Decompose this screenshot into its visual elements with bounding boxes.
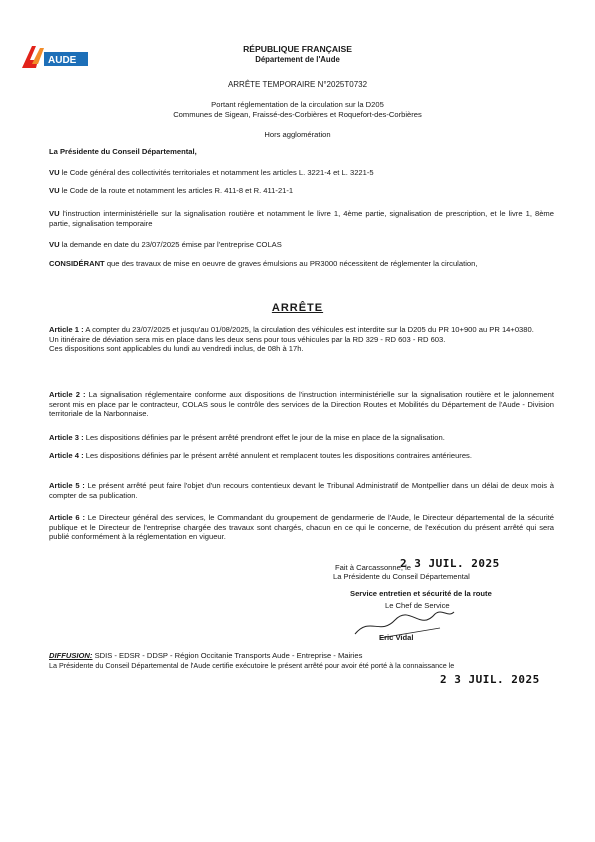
article-label: Article 5 : — [49, 481, 85, 490]
considerant-text: que des travaux de mise en oeuvre de graves émulsions au PR3000 nécessitent de réglementer la circulation, — [106, 259, 478, 268]
article-text: Les dispositions définies par le présent arrêté annulent et remplacent toutes les dispositions contraires antérieures. — [85, 451, 472, 460]
article-4 — [49, 451, 554, 461]
chief-title: Le Chef de Service — [385, 601, 450, 610]
considerant-label: CONSIDÉRANT — [49, 259, 105, 268]
article-1-hours: Ces dispositions sont applicables du lundi au vendredi inclus, de 08h à 17h. — [49, 344, 304, 354]
department-heading: Département de l'Aude — [255, 55, 340, 64]
article-text: Le présent arrêté peut faire l'objet d'un recours contentieux devant le Tribunal Administratif de Montpellier dans un délai de deux mois à compter de sa publication. — [49, 481, 554, 500]
subject-line-2: Communes de Sigean, Fraissé-des-Corbières et Roquefort-des-Corbières — [173, 110, 422, 119]
vu-text: le Code général des collectivités territoriales et notamment les articles L. 3221-4 et L. 3221-5 — [61, 168, 374, 177]
signature-place-text: Fait à Carcassonne, le — [335, 563, 411, 572]
considerant — [49, 259, 554, 269]
vu-text: le Code de la route et notamment les articles R. 411-8 et R. 411-21-1 — [61, 186, 294, 195]
vu-4 — [49, 240, 554, 250]
subject-line-1: Portant réglementation de la circulation sur la D205 — [211, 100, 384, 109]
arrete-reference: ARRÊTE TEMPORAIRE N°2025T0732 — [227, 80, 368, 89]
certification-line: La Présidente du Conseil Départemental de l'Aude certifie exécutoire le présent arrêté pour avoir été porté à la connaissance le — [49, 661, 455, 670]
arrete-title: ARRÊTE — [271, 302, 324, 314]
article-1 — [49, 325, 554, 354]
vu-label: VU — [49, 240, 60, 249]
article-text: La signalisation réglementaire conforme aux dispositions de l'instruction interministérielle sur la signalisation routière et le jalonnement seront mis en place par le contracteur, COLAS sous le contrôle des services de la Direction Routes et Mobilités du Département de l'Aude - Division territoriale de la Narbonnaise. — [49, 390, 554, 419]
zone-label: Hors agglomération — [264, 130, 331, 139]
article-6 — [49, 513, 554, 542]
article-text: Les dispositions définies par le présent arrêté prendront effet le jour de la mise en place de la signalisation. — [85, 433, 445, 442]
diffusion-label: DIFFUSION: — [49, 651, 93, 660]
diffusion-text: SDIS - EDSR - DDSP - Région Occitanie Transports Aude - Entreprise - Mairies — [94, 651, 363, 660]
footer-date-stamp: 2 3 JUIL. 2025 — [440, 673, 540, 686]
article-2 — [49, 390, 554, 419]
vu-2 — [49, 186, 554, 196]
service-name: Service entretien et sécurité de la route — [350, 589, 492, 598]
article-3 — [49, 433, 554, 443]
article-text: A compter du 23/07/2025 et jusqu'au 01/08/2025, la circulation des véhicules est interdite sur la D205 du PR 10+900 au PR 14+0380. — [85, 325, 534, 334]
vu-3 — [49, 209, 554, 228]
article-1-detour: Un itinéraire de déviation sera mis en place dans les deux sens pour tous véhicules par la RD 329 - RD 603 - RD 603. — [49, 334, 446, 344]
president-line: La Présidente du Conseil Départemental, — [49, 147, 197, 156]
article-5 — [49, 481, 554, 500]
article-label: Article 6 : — [49, 513, 85, 522]
svg-text:AUDE: AUDE — [48, 55, 77, 66]
vu-1 — [49, 168, 554, 178]
article-label: Article 2 : — [49, 390, 86, 399]
republic-heading: RÉPUBLIQUE FRANÇAISE — [243, 44, 352, 54]
signer-name: Eric Vidal — [379, 633, 414, 642]
date-stamp: 2 3 JUIL. 2025 — [400, 557, 500, 570]
vu-text: la demande en date du 23/07/2025 émise par l'entreprise COLAS — [61, 240, 282, 249]
diffusion-line — [49, 651, 554, 661]
article-label: Article 1 : — [49, 325, 84, 334]
article-text: Le Directeur général des services, le Commandant du groupement de gendarmerie de l'Aude, le Directeur départemental de la sécurité publique et le Directeur de l'entreprise chargée des travaux sont chargés, chacun en ce qui le concerne, de l'exécution du présent arrêté qui sera publié conformément à la réglementation en vigueur. — [49, 513, 554, 542]
article-label: Article 3 : — [49, 433, 84, 442]
vu-label: VU — [49, 168, 60, 177]
vu-label: VU — [49, 209, 60, 218]
vu-label: VU — [49, 186, 60, 195]
signer-role: La Présidente du Conseil Départemental — [333, 572, 470, 581]
vu-text: l'instruction interministérielle sur la signalisation routière et notamment le livre 1, 4ème partie, signalisation de prescription, et le livre 1, 8ème partie, signalisation temporaire — [49, 209, 554, 228]
article-label: Article 4 : — [49, 451, 84, 460]
